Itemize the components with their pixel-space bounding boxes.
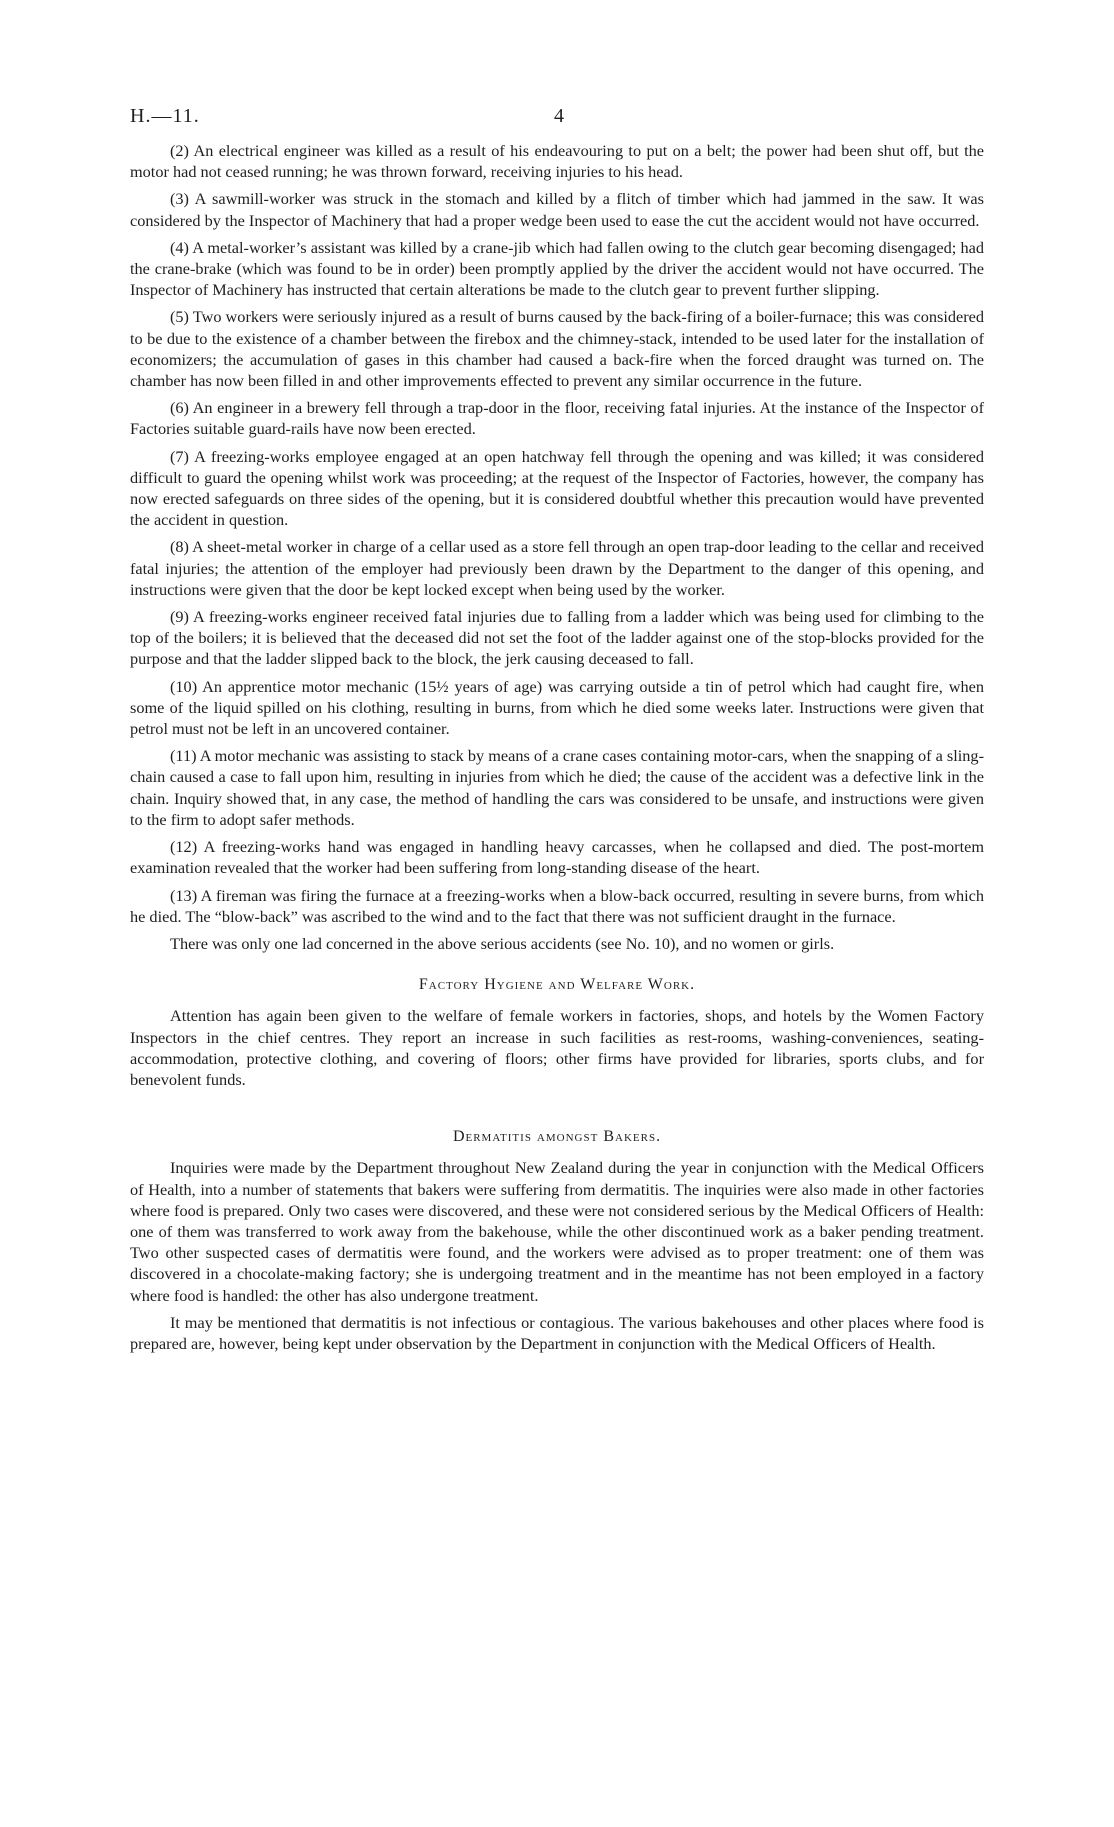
accident-paragraph: (10) An apprentice motor mechanic (15½ years of age) was carrying outside a tin of petrol which had caught fire, when some of the liquid spilled on his clothing, resulting in burns, from which he died some weeks later. Instructions were given that petrol must not be left in an uncovered container. (130, 676, 984, 739)
running-head (130, 98, 984, 128)
accident-paragraph: (8) A sheet-metal worker in charge of a cellar used as a store fell through an open trap-door leading to the cellar and received fatal injuries; the attention of the employer had previously been drawn by the Department to the danger of this opening, and instructions were given that the door be kept locked except when being used by the worker. (130, 537, 984, 599)
summary-paragraph: There was only one lad concerned in the above serious accidents (see No. 10), and no women or girls. (170, 933, 835, 953)
accident-paragraph: (6) An engineer in a brewery fell through a trap-door in the floor, receiving fatal injuries. At the instance of the Inspector of Factories suitable guard-rails have now been erected. (130, 398, 984, 439)
dermatitis-paragraph: Inquiries were made by the Department throughout New Zealand during the year in conjunction with the Medical Officers of Health, into a number of statements that bakers were suffering from dermatitis. The inquiries were also made in other factories where food is prepared. Only two cases were discovered, and these were not considered serious by the Medical Officers of Health: one of them was transferred to work away from the bakehouse, while the other discontinued work as a baker pending treatment. Two other suspected cases of dermatitis were found, and the workers were advised as to proper treatment: one of them was discovered in a chocolate-making factory; she is undergoing treatment and in the meantime has not been employed in a factory where food is handled: the other has also undergone treatment. (130, 1158, 984, 1305)
section-heading-dermatitis: Dermatitis amongst Bakers. (452, 1128, 662, 1146)
accident-paragraph: (9) A freezing-works engineer received fatal injuries due to falling from a ladder which was being used for climbing to the top of the boilers; it is believed that the deceased did not set the foot of the ladder against one of the stop-blocks provided for the purpose and that the ladder slipped back to the block, the jerk causing deceased to fall. (130, 607, 984, 669)
accident-paragraph: (13) A fireman was firing the furnace at a freezing-works when a blow-back occurred, resulting in severe burns, from which he died. The “blow-back” was ascribed to the wind and to the fact that there was not sufficient draught in the furnace. (130, 885, 984, 926)
accident-paragraph: (4) A metal-worker’s assistant was killed by a crane-jib which had fallen owing to the clutch gear becoming disengaged; had the crane-brake (which was found to be in order) been promptly applied by the driver the accident would not have occurred. The Inspector of Machinery has instructed that certain alterations be made to the clutch gear to prevent further slipping. (130, 237, 984, 300)
document-reference: H.—11. (130, 105, 200, 127)
page-number: 4 (554, 105, 564, 127)
accident-paragraph: (7) A freezing-works employee engaged at an open hatchway fell through the opening and was killed; it was considered difficult to guard the opening whilst work was proceeding; at the request of the Inspector of Factories, however, the company has now erected safeguards on three sides of the opening, but it is considered doubtful whether this precaution would have prevented the accident in question. (130, 446, 984, 530)
section-heading-hygiene: Factory Hygiene and Welfare Work. (418, 976, 696, 994)
accident-paragraph: (11) A motor mechanic was assisting to stack by means of a crane cases containing motor-cars, when the snapping of a sling-chain caused a case to fall upon him, resulting in injuries from which he died; the cause of the accident was a defective link in the chain. Inquiry showed that, in any case, the method of handling the cars was considered to be unsafe, and instructions were given to the firm to adopt safer methods. (130, 746, 984, 829)
accident-list (130, 140, 984, 954)
accident-paragraph: (12) A freezing-works hand was engaged in handling heavy carcasses, when he collapsed and died. The post-mortem examination revealed that the worker had been suffering from long-standing disease of the heart. (130, 837, 984, 878)
accident-paragraph: (3) A sawmill-worker was struck in the stomach and killed by a flitch of timber which had jammed in the saw. It was considered by the Inspector of Machinery that had a proper wedge been used to ease the cut the accident would not have occurred. (130, 189, 984, 230)
accident-paragraph: (2) An electrical engineer was killed as a result of his endeavouring to put on a belt; the power had been shut off, but the motor had not ceased running; he was thrown forward, receiving injuries to his head. (130, 141, 984, 182)
hygiene-paragraph: Attention has again been given to the welfare of female workers in factories, shops, and hotels by the Women Factory Inspectors in the chief centres. They report an increase in such facilities as rest-rooms, washing-conveniences, seating-accommodation, protective clothing, and covering of floors; other firms have provided for libraries, sports clubs, and for benevolent funds. (130, 1006, 984, 1089)
dermatitis-paragraph: It may be mentioned that dermatitis is not infectious or contagious. The various bakehouses and other places where food is prepared are, however, being kept under observation by the Department in conjunction with the Medical Officers of Health. (130, 1312, 984, 1353)
accident-paragraph: (5) Two workers were seriously injured as a result of burns caused by the back-firing of a boiler-furnace; this was considered to be due to the existence of a chamber between the firebox and the chimney-stack, intended to be used later for the installation of economizers; the accumulation of gases in this chamber had caused a back-fire when the forced draught was turned on. The chamber has now been filled in and other improvements effected to prevent any similar occurrence in the future. (130, 307, 984, 391)
